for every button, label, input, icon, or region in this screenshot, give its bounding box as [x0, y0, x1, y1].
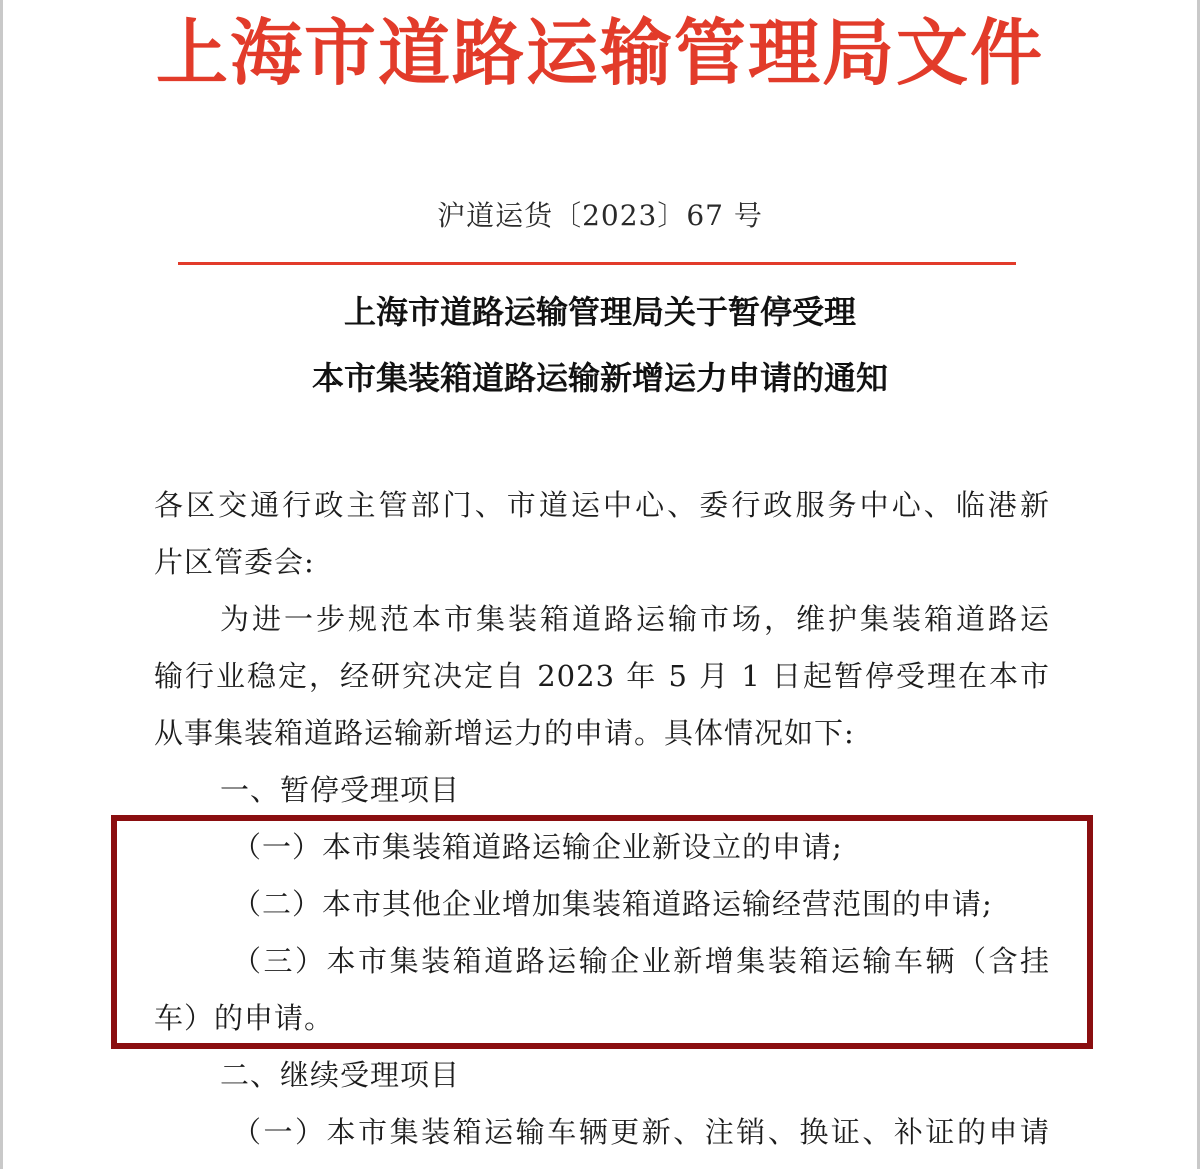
agency-file-title: 上海市道路运输管理局文件	[155, 10, 1044, 95]
intro-paragraph-line-2: 输行业稳定，经研究决定自 2023 年 5 月 1 日起暂停受理在本市	[154, 659, 1050, 693]
intro-paragraph-line-1: 为进一步规范本市集装箱道路运输市场，维护集装箱道路运	[220, 602, 1050, 636]
recipients-line-2: 片区管委会:	[154, 545, 315, 579]
section-1-item-3: （三）本市集装箱道路运输企业新增集装箱运输车辆（含挂	[232, 944, 1050, 978]
section-1-item-3-continuation: 车）的申请。	[154, 1001, 335, 1035]
intro-paragraph-line-3: 从事集装箱道路运输新增运力的申请。具体情况如下:	[154, 716, 855, 750]
section-1-heading: 一、暂停受理项目	[220, 773, 461, 807]
notice-title-line-2: 本市集装箱道路运输新增运力申请的通知	[311, 359, 888, 397]
page-edge-left	[0, 0, 3, 1169]
document-number: 沪道运货〔2023〕67 号	[437, 199, 763, 232]
section-2-heading: 二、继续受理项目	[220, 1058, 461, 1092]
recipients-line-1: 各区交通行政主管部门、市道运中心、委行政服务中心、临港新	[154, 488, 1050, 522]
section-2-item-1: （一）本市集装箱运输车辆更新、注销、换证、补证的申请	[232, 1115, 1050, 1149]
highlight-box	[111, 815, 1093, 1049]
section-1-item-1: （一）本市集装箱道路运输企业新设立的申请;	[232, 830, 843, 864]
red-separator-line	[178, 262, 1016, 265]
section-1-item-2: （二）本市其他企业增加集装箱道路运输经营范围的申请;	[232, 887, 993, 921]
notice-title-line-1: 上海市道路运输管理局关于暂停受理	[343, 293, 856, 331]
